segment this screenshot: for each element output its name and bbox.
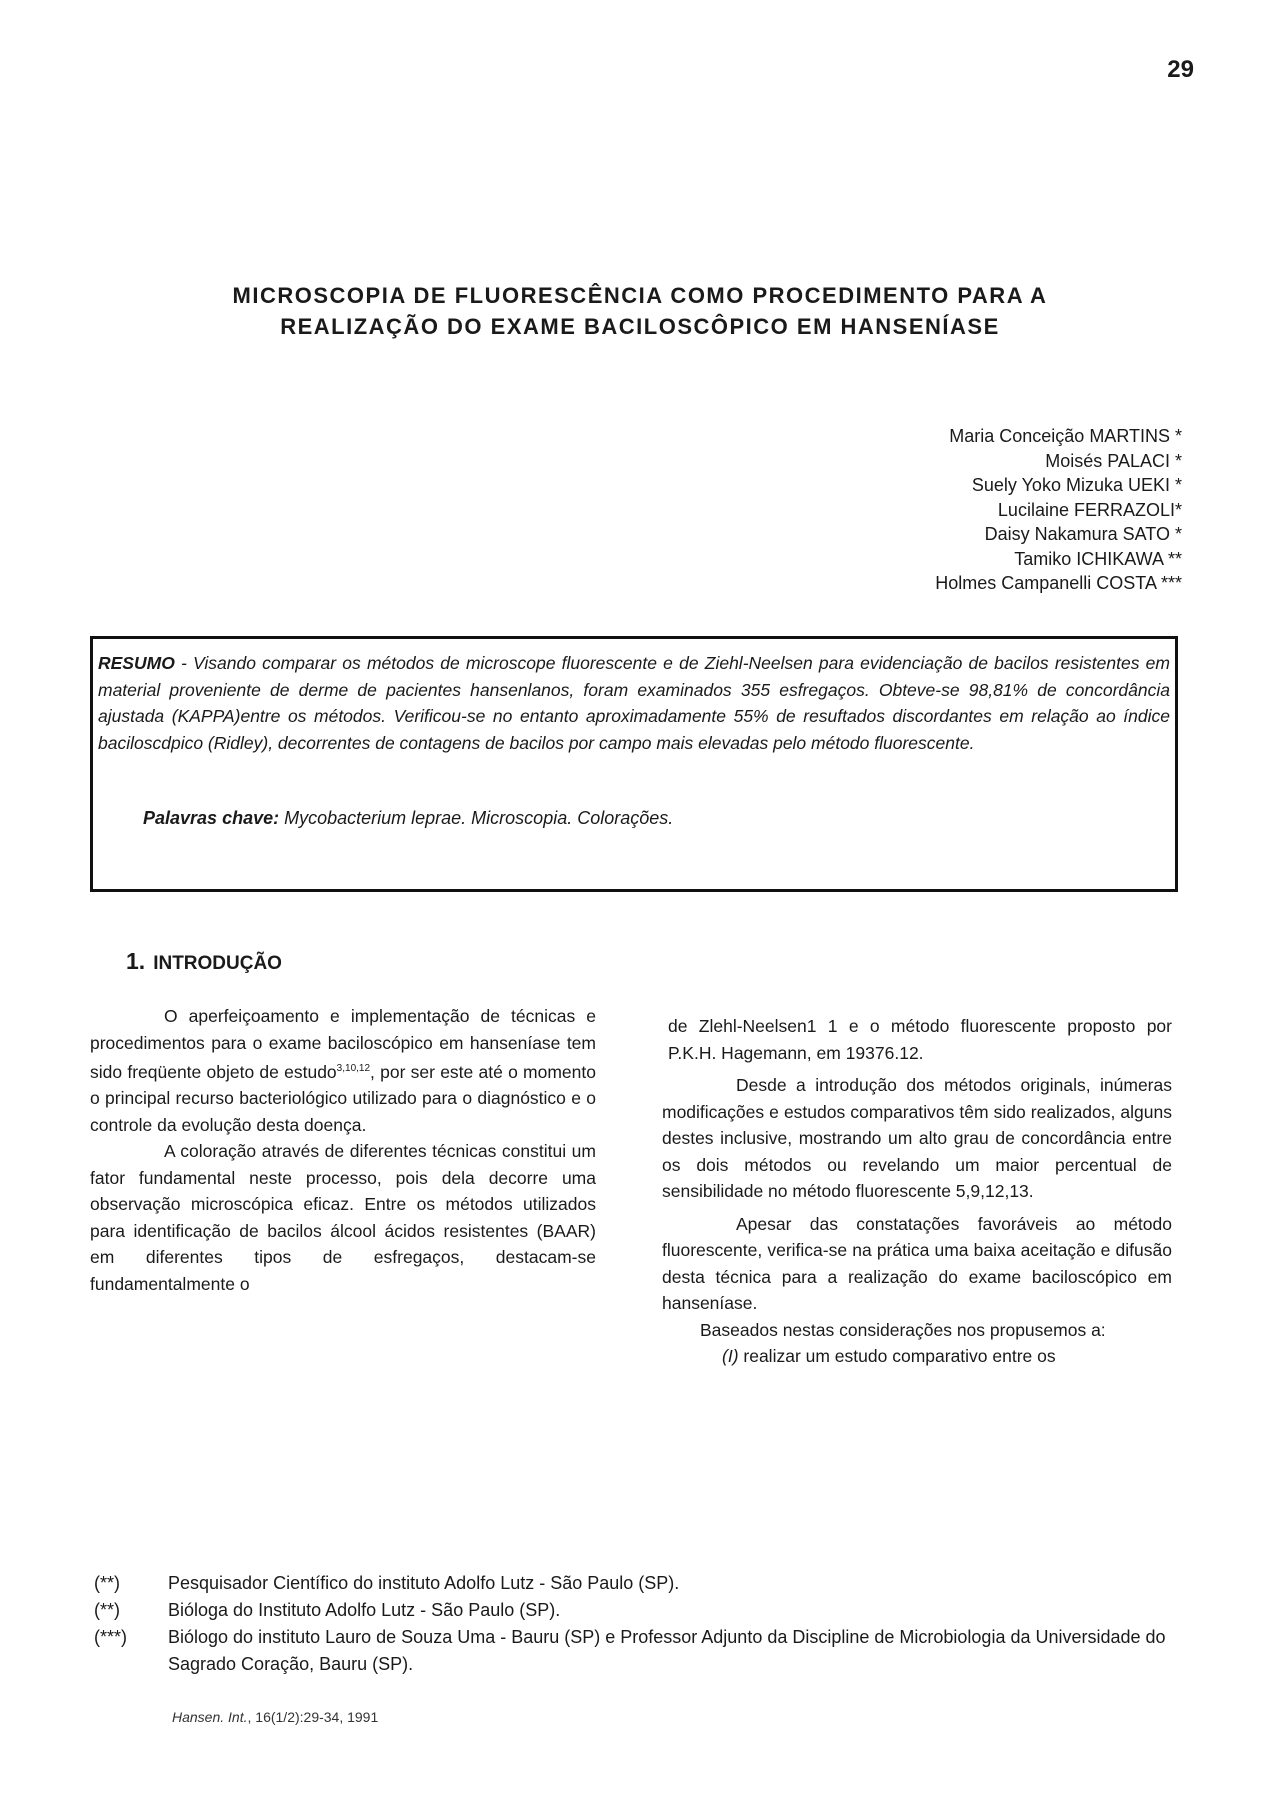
footnote [94,1570,1194,1597]
abstract-text [98,650,1170,756]
footnote-text: Biólogo do instituto Lauro de Souza Uma - Bauru (SP) e Professor Adjunto da Discipline de Microbiologia da Universidade do Sagrado Coração, Bauru (SP). [168,1627,1166,1674]
citation-details: , 16(1/2):29-34, 1991 [247,1709,379,1725]
objective-text: realizar um estudo comparativo entre os [738,1346,1056,1366]
abstract-body: - Visando comparar os métodos de microscope fluorescente e de Ziehl-Neelsen para evidenciação de bacilos resistentes em material proveniente de derme de pacientes hansenlanos, foram examinados 355 esfregaços. Obteve-se 98,81% de concordância ajustada (KAPPA)entre os métodos. Verificou-se no entanto aproximadamente 55% de resuftados discordantes em relação ao índice baciloscdpico (Ridley), decorrentes de contagens de bacilos por campo mais elevadas pelo método fluorescente. [98,653,1170,753]
right-column [662,1013,1172,1370]
title-line-1: MICROSCOPIA DE FLUORESCÊNCIA COMO PROCEDIMENTO PARA A [232,283,1048,308]
section-title: INTRODUÇÃO [153,953,282,974]
paragraph: A coloração através de diferentes técnicas constitui um fator fundamental neste processo, pois dela decorre uma observação microscópica eficaz. Entre os métodos utilizados para identificação de bacilos álcool ácidos resistentes (BAAR) em diferentes tipos de esfregaços, destacam-se fundamentalmente o [90,1141,596,1294]
author: Suely Yoko Mizuka UEKI * [971,475,1182,495]
paragraph: Apesar das constatações favoráveis ao método fluorescente, verifica-se na prática uma baixa aceitação e difusão desta técnica para a realização do exame baciloscópico em hanseníase. [662,1213,1172,1313]
journal-citation [172,1709,378,1725]
author: Tamiko ICHIKAWA ** [1014,548,1182,569]
keywords-label: Palavras chave: [143,808,280,828]
footnotes [94,1570,1194,1678]
left-column [90,1003,596,1297]
paragraph: de Zlehl-Neelsen1 1 e o método fluorescente proposto por P.K.H. Hagemann, em 19376.12. [668,1016,1172,1063]
author: Maria Conceição MARTINS * [949,426,1182,446]
author: Daisy Nakamura SATO * [984,524,1182,544]
title-line-2: REALIZAÇÃO DO EXAME BACILOSCÔPICO EM HANSENÍASE [280,314,1000,339]
footnote-marker: (***) [94,1627,128,1647]
journal-name: Hansen. Int. [172,1709,248,1725]
footnote [94,1597,1194,1624]
footnote [94,1624,1194,1678]
footnote-marker: (**) [94,1600,120,1620]
author-list [935,424,1182,596]
paragraph: Desde a introdução dos métodos originals, inúmeras modificações e estudos comparativos têm sido realizados, alguns destes inclusive, mostrando um alto grau de concordância entre os dois métodos ou revelando um maior percentual de sensibilidade no método fluorescente 5,9,12,13. [662,1075,1172,1201]
keywords-list: Mycobacterium leprae. Microscopia. Colorações. [279,808,674,828]
abstract-label: RESUMO [98,653,175,673]
objective-item [662,1343,1172,1370]
paragraph-text: , por ser este até o momento o principal recurso bacteriológico utilizado para o diagnóstico e o controle da evolução desta doença. [90,1061,596,1135]
author: Lucilaine FERRAZOLI* [997,499,1182,520]
footnote-marker: (**) [94,1573,120,1593]
footnote-text: Bióloga do Instituto Adolfo Lutz - São Paulo (SP). [168,1600,561,1620]
keywords [143,808,673,829]
paragraph: Baseados nestas considerações nos propusemos a: [700,1319,1106,1340]
footnote-text: Pesquisador Científico do instituto Adolfo Lutz - São Paulo (SP). [168,1573,680,1593]
paragraph-text: O aperfeiçoamento e implementação de técnicas e procedimentos para o exame baciloscópico em hanseníase tem sido freqüente objeto de estudo [90,1006,596,1082]
page-number: 29 [1167,56,1194,83]
author: Moisés PALACI * [1045,450,1182,471]
paragraph [90,1003,596,1138]
author: Holmes Campanelli COSTA *** [935,573,1182,593]
objective-number: (I) [722,1346,739,1366]
section-heading [126,948,282,975]
article-title [0,280,1280,342]
citation-superscript: 3,10,12 [336,1063,371,1074]
section-number: 1. [126,948,146,974]
